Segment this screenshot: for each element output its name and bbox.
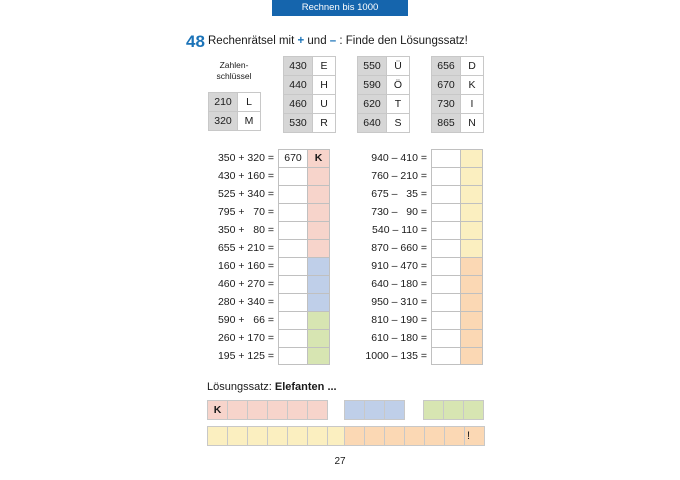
problem-row	[208, 257, 330, 275]
key-row	[284, 57, 335, 76]
problem-row	[364, 311, 483, 329]
solution-prefix: Lösungssatz:	[207, 381, 275, 393]
problem-expression: 195 + 125 =	[217, 350, 274, 362]
problem-row	[364, 329, 483, 347]
solution-cell[interactable]	[365, 401, 385, 419]
key-number: 730	[432, 95, 461, 113]
key-number: 640	[358, 114, 387, 132]
key-number: 210	[209, 93, 238, 111]
key-letter: Ö	[387, 76, 409, 94]
letter-box[interactable]	[308, 239, 330, 257]
answer-box[interactable]	[278, 329, 308, 347]
answer-box[interactable]	[431, 167, 461, 185]
solution-word	[207, 426, 348, 446]
key-number: 460	[284, 95, 313, 113]
letter-box[interactable]	[461, 149, 483, 167]
key-row	[284, 95, 335, 114]
letter-box[interactable]	[308, 185, 330, 203]
letter-box[interactable]	[308, 329, 330, 347]
letter-box[interactable]	[461, 329, 483, 347]
solution-start: Elefanten ...	[274, 381, 337, 393]
key-row	[209, 93, 260, 112]
answer-box[interactable]	[278, 293, 308, 311]
letter-box[interactable]	[461, 293, 483, 311]
problem-expression: 950 – 310 =	[371, 296, 427, 308]
key-row	[358, 114, 409, 132]
solution-label	[207, 381, 337, 393]
problem-row	[208, 203, 330, 221]
problem-expression: 525 + 340 =	[217, 188, 274, 200]
key-number: 670	[432, 76, 461, 94]
letter-box[interactable]	[461, 275, 483, 293]
problem-row	[208, 149, 330, 167]
exclamation-mark: !	[467, 430, 471, 442]
key-letter: K	[461, 76, 483, 94]
title-prefix: Rechenrätsel mit	[208, 35, 298, 47]
problem-expression: 260 + 170 =	[217, 332, 274, 344]
solution-cell[interactable]	[288, 401, 308, 419]
key-letter: H	[313, 76, 335, 94]
key-letter: T	[387, 95, 409, 113]
key-letter: L	[238, 93, 260, 111]
solution-word	[344, 426, 485, 446]
task-number: 48	[186, 32, 205, 51]
page-number: 27	[334, 456, 346, 467]
problem-expression: 640 – 180 =	[371, 278, 427, 290]
solution-cell[interactable]	[424, 401, 444, 419]
key-number: 440	[284, 76, 313, 94]
key-row	[284, 76, 335, 95]
problem-row	[364, 221, 483, 239]
problem-expression: 940 – 410 =	[371, 152, 427, 164]
key-label: Zahlen-schlüssel	[216, 60, 252, 81]
problem-expression: 460 + 270 =	[217, 278, 274, 290]
solution-cell[interactable]	[385, 427, 405, 445]
key-row	[358, 57, 409, 76]
key-row	[209, 112, 260, 130]
answer-box[interactable]	[431, 275, 461, 293]
key-row	[432, 76, 483, 95]
problem-expression: 280 + 340 =	[217, 296, 274, 308]
letter-box[interactable]	[308, 311, 330, 329]
problem-row	[364, 203, 483, 221]
problem-expression: 610 – 180 =	[371, 332, 427, 344]
problem-expression: 810 – 190 =	[371, 314, 427, 326]
solution-cell[interactable]: K	[208, 401, 228, 419]
problem-expression: 910 – 470 =	[371, 260, 427, 272]
problem-row	[364, 293, 483, 311]
problem-row	[364, 239, 483, 257]
key-letter: U	[313, 95, 335, 113]
key-number: 320	[209, 112, 238, 130]
problem-row	[208, 185, 330, 203]
answer-box[interactable]	[431, 257, 461, 275]
answer-box[interactable]	[431, 293, 461, 311]
title-suffix: : Finde den Lösungssatz!	[336, 35, 468, 47]
key-group	[283, 56, 336, 133]
answer-box[interactable]	[278, 275, 308, 293]
solution-cell[interactable]	[365, 427, 385, 445]
answer-box[interactable]	[431, 221, 461, 239]
letter-box[interactable]	[308, 221, 330, 239]
solution-word	[423, 400, 484, 420]
letter-box[interactable]	[461, 239, 483, 257]
solution-word	[344, 400, 405, 420]
key-letter: M	[238, 112, 260, 130]
key-letter: I	[461, 95, 483, 113]
problem-row	[364, 257, 483, 275]
key-number: 590	[358, 76, 387, 94]
solution-cell[interactable]	[464, 401, 483, 419]
letter-box[interactable]	[308, 293, 330, 311]
key-group	[208, 92, 261, 131]
problem-expression: 590 + 66 =	[217, 314, 274, 326]
letter-box[interactable]	[461, 257, 483, 275]
problem-row	[208, 329, 330, 347]
subtraction-problems	[364, 149, 483, 365]
solution-cell[interactable]	[288, 427, 308, 445]
problem-row	[364, 275, 483, 293]
answer-box[interactable]	[278, 311, 308, 329]
letter-box[interactable]	[308, 275, 330, 293]
key-number: 620	[358, 95, 387, 113]
problem-row	[364, 167, 483, 185]
minus-sign: –	[329, 35, 337, 47]
letter-box[interactable]	[308, 347, 330, 365]
answer-box[interactable]	[431, 311, 461, 329]
problem-row	[364, 185, 483, 203]
problem-row	[208, 221, 330, 239]
answer-box[interactable]	[431, 185, 461, 203]
problem-expression: 430 + 160 =	[217, 170, 274, 182]
solution-cell[interactable]	[248, 427, 268, 445]
addition-problems	[208, 149, 330, 365]
solution-cell[interactable]	[208, 427, 228, 445]
solution-cell[interactable]	[444, 401, 464, 419]
solution-cell[interactable]	[228, 427, 248, 445]
problem-expression: 350 + 80 =	[217, 224, 274, 236]
answer-box[interactable]	[278, 167, 308, 185]
answer-box[interactable]	[278, 239, 308, 257]
solution-cell[interactable]	[268, 427, 288, 445]
problem-row	[208, 293, 330, 311]
title-and: und	[304, 35, 330, 47]
solution-cell[interactable]	[308, 427, 328, 445]
answer-box[interactable]	[431, 149, 461, 167]
letter-box[interactable]	[461, 167, 483, 185]
problem-expression: 675 – 35 =	[371, 188, 427, 200]
solution-word	[207, 400, 328, 420]
key-number: 530	[284, 114, 313, 132]
solution-cell[interactable]	[345, 401, 365, 419]
problem-expression: 730 – 90 =	[371, 206, 427, 218]
answer-box[interactable]	[278, 221, 308, 239]
key-row	[432, 57, 483, 76]
key-letter: R	[313, 114, 335, 132]
answer-box[interactable]	[431, 347, 461, 365]
key-row	[432, 114, 483, 132]
answer-box[interactable]	[431, 329, 461, 347]
problem-row	[364, 149, 483, 167]
letter-box[interactable]	[308, 257, 330, 275]
key-row	[432, 95, 483, 114]
key-number: 656	[432, 57, 461, 75]
solution-cell[interactable]	[405, 427, 425, 445]
solution-cell[interactable]	[248, 401, 268, 419]
key-row	[284, 114, 335, 132]
problem-row	[208, 167, 330, 185]
solution-cell[interactable]	[308, 401, 327, 419]
problem-row	[208, 239, 330, 257]
answer-box[interactable]	[278, 347, 308, 365]
letter-box[interactable]	[461, 311, 483, 329]
letter-box[interactable]	[308, 167, 330, 185]
key-letter: D	[461, 57, 483, 75]
answer-box[interactable]	[431, 203, 461, 221]
plus-sign: +	[297, 35, 305, 47]
problem-expression: 1000 – 135 =	[365, 350, 427, 362]
problem-expression: 760 – 210 =	[371, 170, 427, 182]
key-group	[357, 56, 410, 133]
problem-row	[208, 275, 330, 293]
answer-box[interactable]	[278, 203, 308, 221]
solution-cell[interactable]	[228, 401, 248, 419]
key-letter: Ü	[387, 57, 409, 75]
chapter-header: Rechnen bis 1000	[272, 0, 408, 16]
solution-cell[interactable]	[345, 427, 365, 445]
key-row	[358, 76, 409, 95]
answer-box[interactable]	[278, 185, 308, 203]
key-number: 865	[432, 114, 461, 132]
answer-box[interactable]	[278, 257, 308, 275]
key-number: 550	[358, 57, 387, 75]
problem-expression: 160 + 160 =	[217, 260, 274, 272]
problem-expression: 540 – 110 =	[372, 224, 427, 236]
letter-box[interactable]: K	[308, 149, 330, 167]
solution-cell[interactable]	[445, 427, 465, 445]
task-title	[208, 35, 468, 47]
letter-box[interactable]	[461, 185, 483, 203]
solution-cell[interactable]	[425, 427, 445, 445]
problem-expression: 655 + 210 =	[217, 242, 274, 254]
problem-expression: 795 + 70 =	[217, 206, 274, 218]
key-letter: N	[461, 114, 483, 132]
key-letter: S	[387, 114, 409, 132]
answer-box[interactable]: 670	[278, 149, 308, 167]
solution-cell[interactable]	[268, 401, 288, 419]
letter-box[interactable]	[461, 203, 483, 221]
solution-cell[interactable]	[385, 401, 404, 419]
problem-row	[208, 347, 330, 365]
problem-row	[364, 347, 483, 365]
letter-box[interactable]	[461, 347, 483, 365]
key-letter: E	[313, 57, 335, 75]
answer-box[interactable]	[431, 239, 461, 257]
problem-expression: 350 + 320 =	[217, 152, 274, 164]
key-row	[358, 95, 409, 114]
problem-expression: 870 – 660 =	[371, 242, 427, 254]
letter-box[interactable]	[308, 203, 330, 221]
key-number: 430	[284, 57, 313, 75]
letter-box[interactable]	[461, 221, 483, 239]
key-group	[431, 56, 484, 133]
problem-row	[208, 311, 330, 329]
